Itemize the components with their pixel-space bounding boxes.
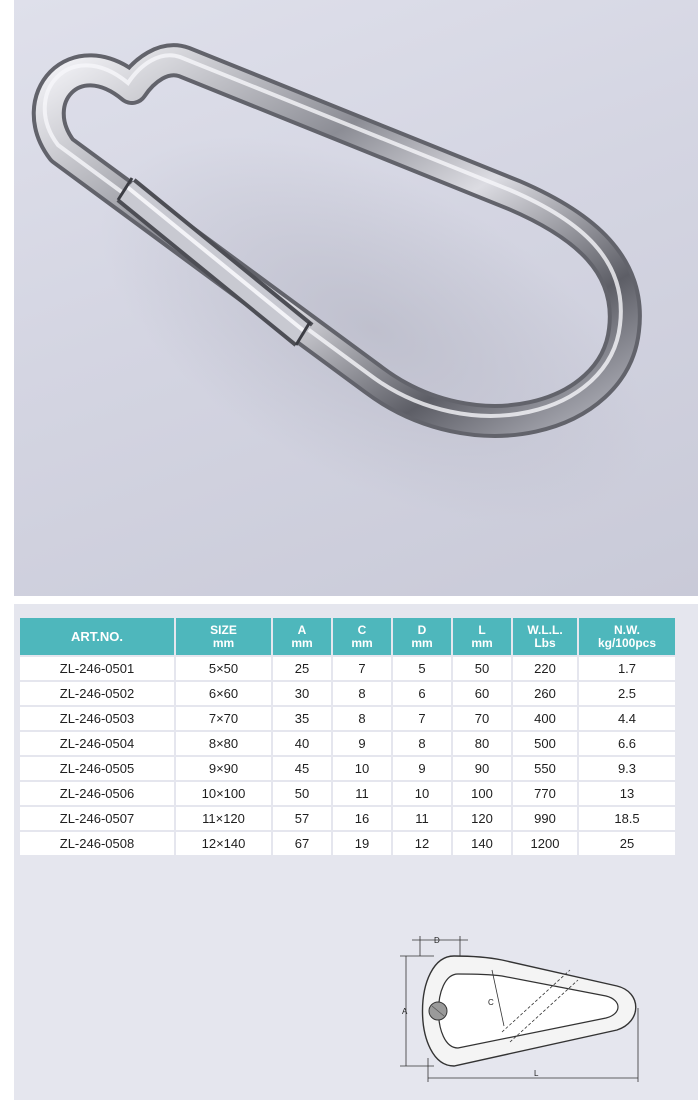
- cell-l: 140: [453, 832, 511, 855]
- table-header-row: [20, 618, 675, 655]
- cell-nw: 6.6: [579, 732, 675, 755]
- cell-nw: 4.4: [579, 707, 675, 730]
- cell-l: 120: [453, 807, 511, 830]
- header-wll: W.L.L. Lbs: [513, 618, 577, 655]
- cell-c: 11: [333, 782, 391, 805]
- cell-l: 50: [453, 657, 511, 680]
- cell-nw: 1.7: [579, 657, 675, 680]
- header-c: C mm: [333, 618, 391, 655]
- cell-l: 60: [453, 682, 511, 705]
- cell-nw: 9.3: [579, 757, 675, 780]
- table-row: [20, 782, 675, 805]
- cell-d: 5: [393, 657, 451, 680]
- cell-a: 40: [273, 732, 331, 755]
- header-a: A mm: [273, 618, 331, 655]
- cell-art-no: ZL-246-0503: [20, 707, 174, 730]
- cell-a: 45: [273, 757, 331, 780]
- cell-wll: 260: [513, 682, 577, 705]
- cell-d: 7: [393, 707, 451, 730]
- label-l: L: [534, 1069, 539, 1078]
- header-nw: N.W. kg/100pcs: [579, 618, 675, 655]
- table-row: [20, 707, 675, 730]
- cell-size: 12×140: [176, 832, 271, 855]
- cell-d: 8: [393, 732, 451, 755]
- cell-size: 8×80: [176, 732, 271, 755]
- cell-size: 6×60: [176, 682, 271, 705]
- cell-wll: 990: [513, 807, 577, 830]
- cell-art-no: ZL-246-0505: [20, 757, 174, 780]
- table-row: [20, 657, 675, 680]
- cell-a: 25: [273, 657, 331, 680]
- cell-c: 7: [333, 657, 391, 680]
- cell-a: 57: [273, 807, 331, 830]
- cell-size: 7×70: [176, 707, 271, 730]
- table-row: [20, 832, 675, 855]
- cell-d: 11: [393, 807, 451, 830]
- cell-a: 35: [273, 707, 331, 730]
- cell-c: 10: [333, 757, 391, 780]
- cell-a: 50: [273, 782, 331, 805]
- table-row: [20, 757, 675, 780]
- spec-table: [18, 616, 677, 857]
- table-row: [20, 807, 675, 830]
- cell-nw: 2.5: [579, 682, 675, 705]
- cell-wll: 770: [513, 782, 577, 805]
- label-c: C: [488, 998, 494, 1007]
- cell-wll: 500: [513, 732, 577, 755]
- cell-nw: 25: [579, 832, 675, 855]
- header-size: SIZE mm: [176, 618, 271, 655]
- cell-size: 9×90: [176, 757, 271, 780]
- cell-c: 8: [333, 707, 391, 730]
- table-row: [20, 732, 675, 755]
- cell-a: 30: [273, 682, 331, 705]
- label-a: A: [402, 1007, 408, 1016]
- cell-l: 80: [453, 732, 511, 755]
- cell-d: 10: [393, 782, 451, 805]
- cell-wll: 1200: [513, 832, 577, 855]
- header-art-no: ART.NO.: [20, 618, 174, 655]
- cell-d: 12: [393, 832, 451, 855]
- header-d: D mm: [393, 618, 451, 655]
- cell-l: 100: [453, 782, 511, 805]
- cell-d: 6: [393, 682, 451, 705]
- cell-l: 70: [453, 707, 511, 730]
- table-row: [20, 682, 675, 705]
- cell-a: 67: [273, 832, 331, 855]
- cell-size: 10×100: [176, 782, 271, 805]
- cell-art-no: ZL-246-0504: [20, 732, 174, 755]
- cell-wll: 400: [513, 707, 577, 730]
- cell-l: 90: [453, 757, 511, 780]
- cell-art-no: ZL-246-0502: [20, 682, 174, 705]
- cell-c: 16: [333, 807, 391, 830]
- cell-wll: 550: [513, 757, 577, 780]
- cell-art-no: ZL-246-0501: [20, 657, 174, 680]
- snap-hook-image: [14, 0, 698, 596]
- cell-art-no: ZL-246-0507: [20, 807, 174, 830]
- cell-nw: 13: [579, 782, 675, 805]
- product-photo: [14, 0, 698, 596]
- cell-art-no: ZL-246-0506: [20, 782, 174, 805]
- cell-c: 19: [333, 832, 391, 855]
- cell-nw: 18.5: [579, 807, 675, 830]
- label-d: D: [434, 936, 440, 945]
- cell-art-no: ZL-246-0508: [20, 832, 174, 855]
- cell-size: 5×50: [176, 657, 271, 680]
- cell-d: 9: [393, 757, 451, 780]
- cell-wll: 220: [513, 657, 577, 680]
- header-l: L mm: [453, 618, 511, 655]
- cell-c: 8: [333, 682, 391, 705]
- cell-size: 11×120: [176, 807, 271, 830]
- dimension-diagram: [392, 930, 662, 1090]
- cell-c: 9: [333, 732, 391, 755]
